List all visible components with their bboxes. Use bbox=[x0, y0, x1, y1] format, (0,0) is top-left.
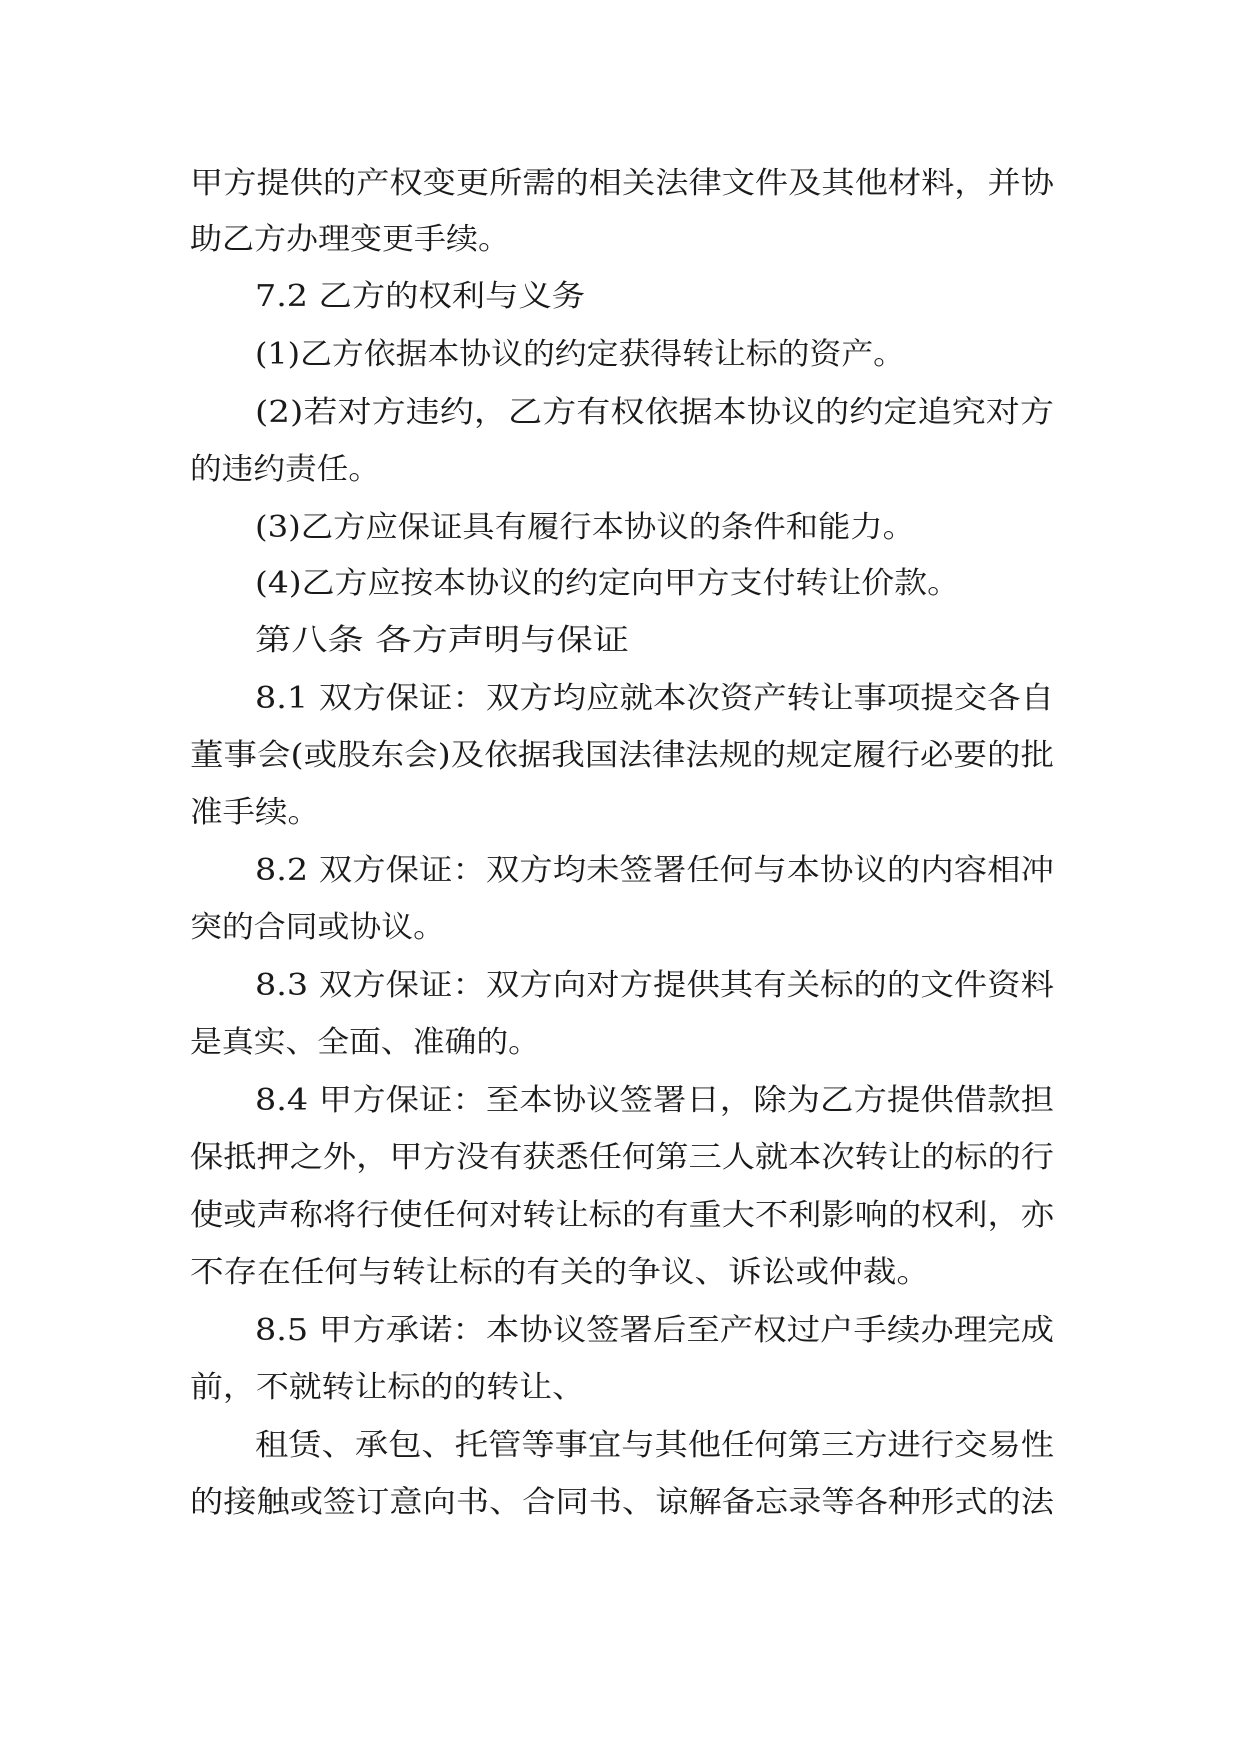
section-heading bbox=[255, 275, 585, 319]
text-line bbox=[190, 1481, 1054, 1525]
text-line-content: (1)乙方依据本协议的约定获得转让标的资产。 bbox=[255, 337, 905, 372]
text-line-content: (3)乙方应保证具有履行本协议的条件和能力。 bbox=[255, 510, 915, 545]
text-line bbox=[190, 162, 1054, 206]
text-line bbox=[255, 391, 1054, 435]
text-line-content: 的违约责任。 bbox=[190, 452, 380, 487]
section-heading-text: 7.2 乙方的权利与义务 bbox=[255, 279, 585, 314]
text-line bbox=[190, 734, 1054, 778]
text-line-content: 8.5 甲方承诺：本协议签署后至产权过户手续办理完成 bbox=[255, 1313, 1054, 1348]
text-line-content: 甲方提供的产权变更所需的相关法律文件及其他材料，并协 bbox=[190, 166, 1054, 201]
text-line bbox=[190, 1251, 930, 1295]
text-line-content: 助乙方办理变更手续。 bbox=[190, 222, 511, 257]
text-line bbox=[255, 333, 905, 377]
text-line-content: 保抵押之外，甲方没有获悉任何第三人就本次转让的标的行 bbox=[190, 1140, 1054, 1175]
text-line-content: 突的合同或协议。 bbox=[190, 910, 445, 945]
text-line bbox=[255, 1424, 1054, 1468]
text-line-content: 使或声称将行使任何对转让标的有重大不利影响的权利，亦 bbox=[190, 1198, 1054, 1233]
text-line-content: 8.1 双方保证：双方均应就本次资产转让事项提交各自 bbox=[255, 681, 1054, 716]
text-line bbox=[190, 906, 445, 950]
text-line-content: 董事会(或股东会)及依据我国法律法规的规定履行必要的批 bbox=[190, 738, 1054, 773]
text-line-content: 的接触或签订意向书、合同书、谅解备忘录等各种形式的法 bbox=[190, 1485, 1054, 1520]
text-line bbox=[190, 1021, 540, 1065]
text-line bbox=[255, 849, 1054, 893]
article-heading-text: 第八条 各方声明与保证 bbox=[255, 623, 629, 658]
text-line bbox=[255, 677, 1054, 721]
text-line-content: 租赁、承包、托管等事宜与其他任何第三方进行交易性 bbox=[255, 1428, 1054, 1463]
text-line bbox=[190, 1194, 1054, 1238]
text-line bbox=[190, 448, 380, 492]
article-heading bbox=[255, 619, 629, 663]
text-line-content: (4)乙方应按本协议的约定向甲方支付转让价款。 bbox=[255, 566, 960, 601]
text-line-content: 8.3 双方保证：双方向对方提供其有关标的的文件资料 bbox=[255, 968, 1054, 1003]
text-line-content: (2)若对方违约，乙方有权依据本协议的约定追究对方 bbox=[255, 395, 1054, 430]
text-line-content: 是真实、全面、准确的。 bbox=[190, 1025, 540, 1060]
text-line bbox=[255, 1309, 1054, 1353]
text-line-content: 8.2 双方保证：双方均未签署任何与本协议的内容相冲 bbox=[255, 853, 1054, 888]
text-line bbox=[255, 506, 915, 550]
text-line bbox=[190, 218, 511, 262]
text-line-content: 不存在任何与转让标的有关的争议、诉讼或仲裁。 bbox=[190, 1255, 930, 1290]
text-line bbox=[190, 1366, 585, 1410]
text-line-content: 8.4 甲方保证：至本协议签署日，除为乙方提供借款担 bbox=[255, 1083, 1054, 1118]
text-line bbox=[190, 791, 320, 835]
text-line bbox=[255, 964, 1054, 1008]
text-line bbox=[255, 562, 960, 606]
text-line-content: 前，不就转让标的的转让、 bbox=[190, 1370, 585, 1405]
text-line bbox=[190, 1136, 1054, 1180]
text-line-content: 准手续。 bbox=[190, 795, 320, 830]
text-line bbox=[255, 1079, 1054, 1123]
